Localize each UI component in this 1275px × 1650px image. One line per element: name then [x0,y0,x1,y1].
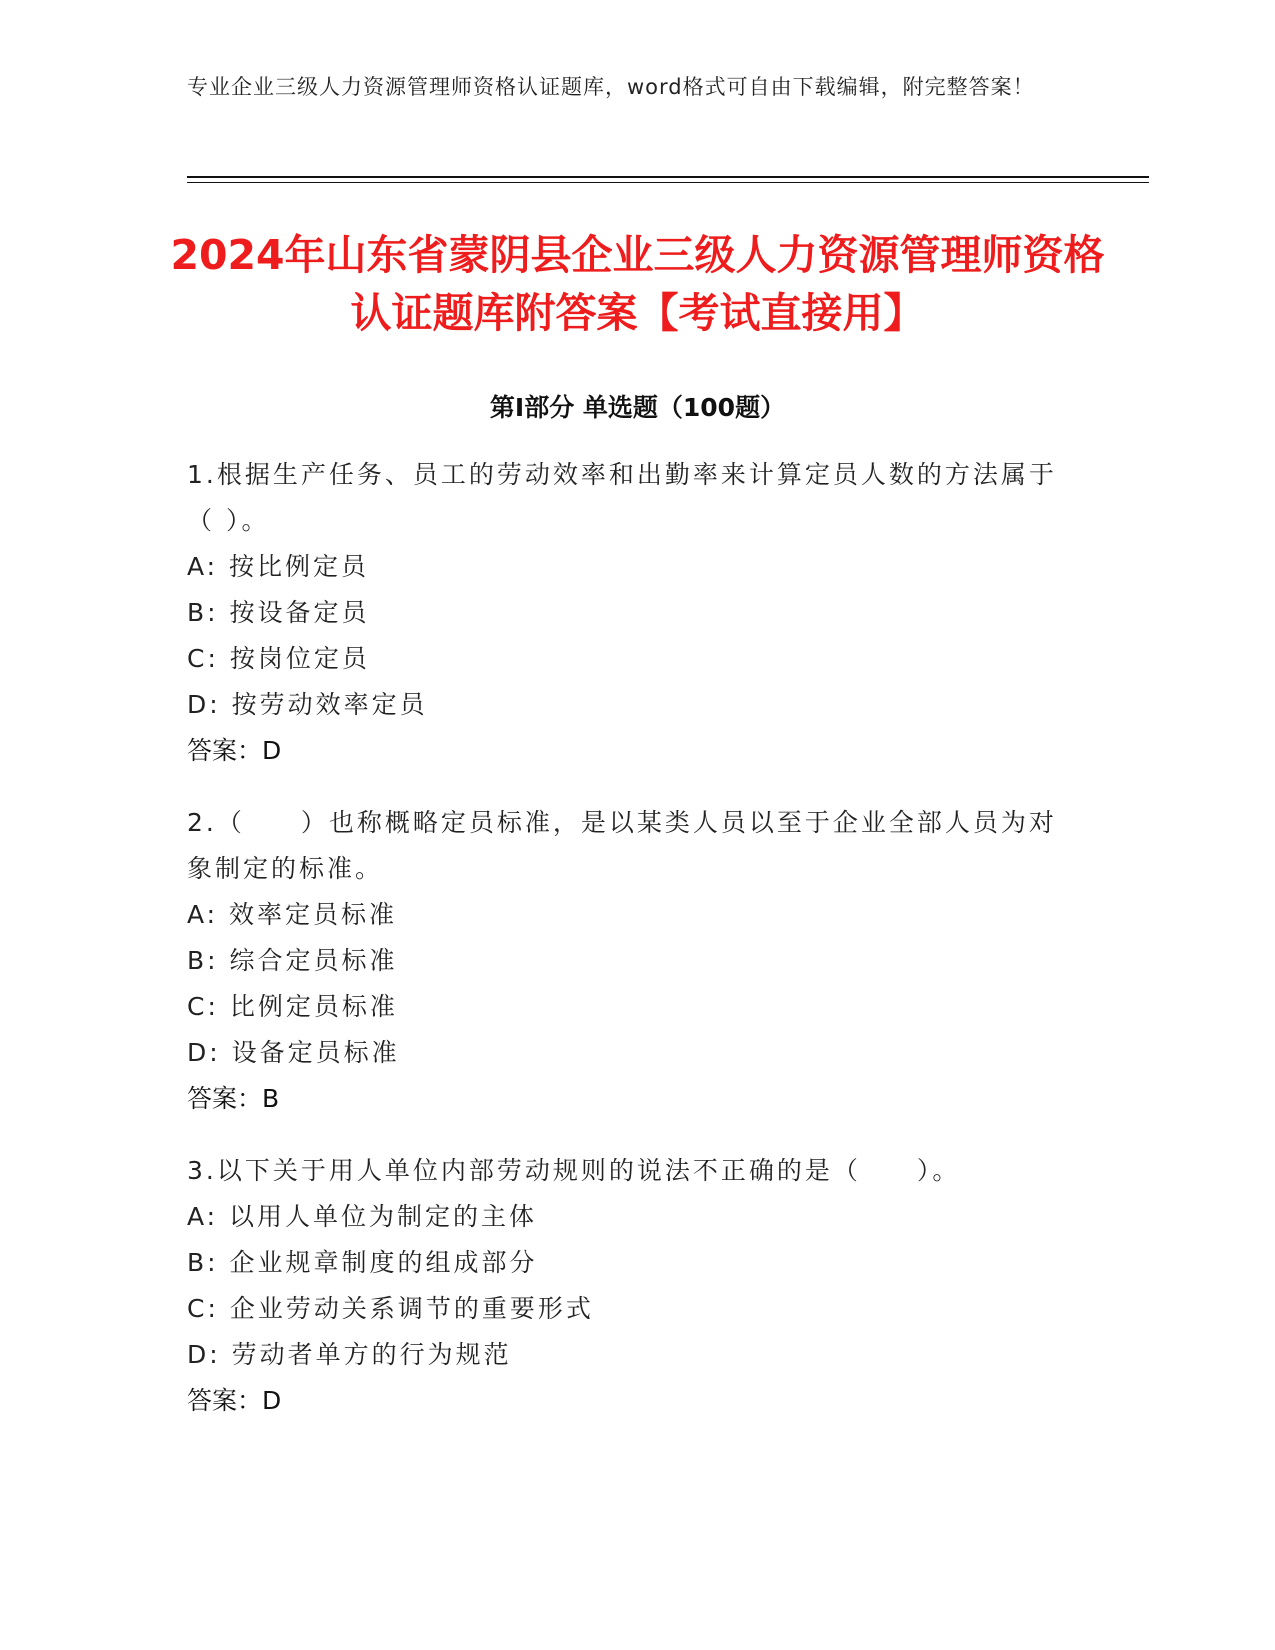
option-d: D: 按劳动效率定员 [187,690,428,719]
option-a: A: 效率定员标准 [187,900,398,929]
answer-text: 答案：D [187,736,282,765]
option-b: B: 企业规章制度的组成部分 [187,1248,538,1277]
header-rule-thin [187,182,1149,183]
option-b: B: 按设备定员 [187,598,370,627]
question-2 [187,800,1067,1122]
option-c: C: 企业劳动关系调节的重要形式 [187,1294,594,1323]
document-title: 2024年山东省蒙阴县企业三级人力资源管理师资格认证题库附答案【考试直接用】 [170,231,1105,337]
option-d: D: 设备定员标准 [187,1038,400,1067]
option-d: D: 劳动者单方的行为规范 [187,1340,512,1369]
question-stem: 2.（ ）也称概略定员标准，是以某类人员以至于企业全部人员为对象制定的标准。 [187,808,1057,883]
question-stem: 1.根据生产任务、员工的劳动效率和出勤率来计算定员人数的方法属于（ ）。 [187,460,1057,535]
question-3 [187,1148,1067,1424]
answer-text: 答案：B [187,1084,280,1113]
answer-text: 答案：D [187,1386,282,1415]
section-heading: 第I部分 单选题（100题） [489,393,786,422]
option-a: A: 以用人单位为制定的主体 [187,1202,538,1231]
option-c: C: 按岗位定员 [187,644,370,673]
header-note: 专业企业三级人力资源管理师资格认证题库，word格式可自由下载编辑，附完整答案！ [187,75,1035,99]
header-rule-thick [187,176,1149,178]
option-c: C: 比例定员标准 [187,992,398,1021]
question-stem: 3.以下关于用人单位内部劳动规则的说法不正确的是（ ）。 [187,1156,961,1185]
option-b: B: 综合定员标准 [187,946,398,975]
question-1 [187,452,1067,774]
option-a: A: 按比例定员 [187,552,370,581]
